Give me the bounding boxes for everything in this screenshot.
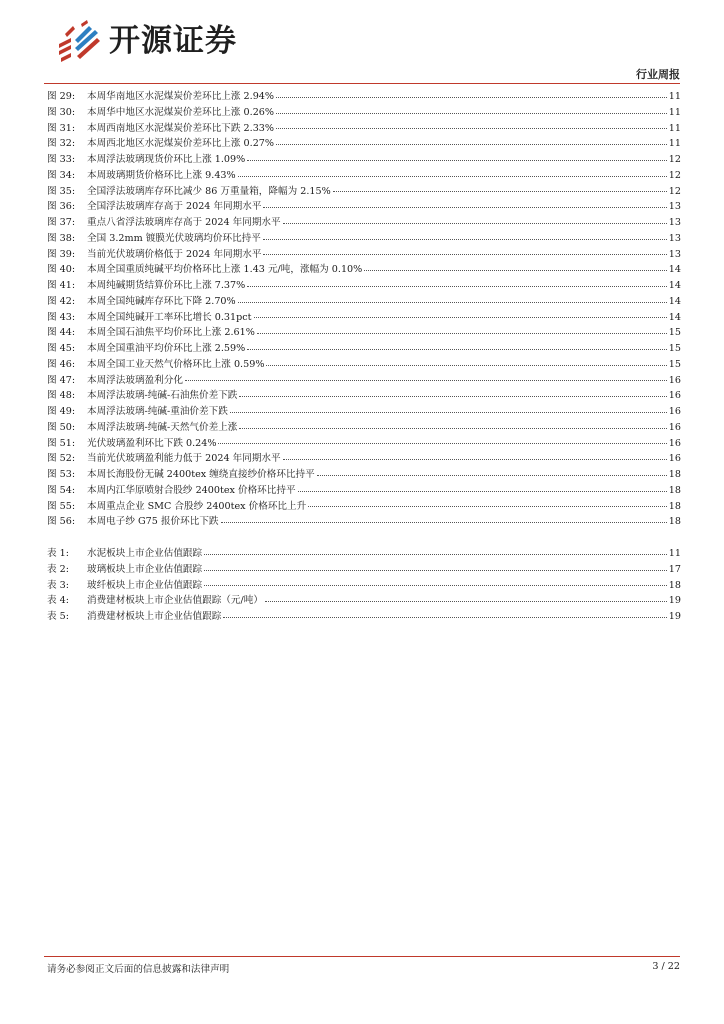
toc-entry-page: 18 — [668, 484, 681, 496]
toc-entry-number: 表 4: — [47, 595, 69, 607]
toc-entry-page: 14 — [668, 264, 681, 276]
toc-entry[interactable] — [47, 215, 681, 231]
toc-entry[interactable] — [47, 357, 681, 373]
toc-entry[interactable] — [47, 546, 681, 562]
toc-entry-page: 15 — [668, 358, 681, 370]
toc-entry-number: 表 1: — [47, 548, 69, 559]
toc-entry-number: 图 52: — [47, 453, 76, 465]
report-type-label: 行业周报 — [636, 68, 680, 81]
toc-entry[interactable] — [47, 388, 681, 404]
toc-entry[interactable] — [47, 578, 681, 594]
toc-entry[interactable] — [47, 231, 681, 247]
toc-dot-leader — [204, 584, 667, 586]
toc-entry[interactable] — [47, 152, 681, 168]
toc-entry-page: 16 — [668, 421, 681, 433]
toc-dot-leader — [238, 175, 667, 177]
toc-entry-page: 18 — [668, 500, 681, 512]
toc-entry-title: 本周全国石油焦平均价环比上涨 2.61% — [87, 327, 255, 339]
toc-entry[interactable] — [47, 325, 681, 341]
toc-entry[interactable] — [47, 121, 681, 137]
toc-entry-page: 13 — [668, 201, 681, 213]
toc-entry-page: 18 — [668, 579, 681, 591]
toc-entry-page: 16 — [668, 437, 681, 449]
toc-entry-page: 15 — [668, 343, 681, 354]
toc-entry-title: 本周全国纯碱开工率环比增长 0.31pct — [87, 311, 252, 323]
toc-dot-leader — [283, 222, 667, 224]
company-name: 开源证券 — [109, 23, 237, 59]
toc-entry-page: 11 — [668, 91, 681, 102]
toc-entry-page: 11 — [668, 138, 681, 150]
toc-entry-number: 图 44: — [47, 327, 76, 339]
toc-entry-number: 表 5: — [47, 611, 69, 622]
toc-entry[interactable] — [47, 436, 681, 452]
footer-disclaimer: 请务必参阅正文后面的信息披露和法律声明 — [47, 964, 230, 975]
toc-entry[interactable] — [47, 278, 681, 294]
toc-dot-leader — [298, 490, 667, 492]
page-header — [0, 0, 724, 90]
toc-dot-leader — [276, 143, 667, 145]
toc-dot-leader — [223, 616, 666, 618]
toc-entry-number: 图 45: — [47, 343, 76, 354]
toc-entry-title: 水泥板块上市企业估值跟踪 — [87, 548, 203, 559]
figure-index-list — [47, 89, 681, 530]
toc-entry-page: 14 — [668, 295, 681, 307]
toc-entry-title: 本周玻璃期货价格环比上涨 9.43% — [87, 169, 236, 181]
toc-entry-number: 图 41: — [47, 280, 76, 291]
toc-entry-number: 图 38: — [47, 232, 76, 244]
toc-entry-number: 图 51: — [47, 437, 76, 449]
toc-entry-page: 13 — [668, 248, 681, 260]
toc-entry-title: 本周电子纱 G75 报价环比下跌 — [87, 516, 219, 528]
toc-entry-title: 本周浮法玻璃-纯碱-天然气价差上涨 — [87, 421, 238, 433]
toc-entry[interactable] — [47, 404, 681, 420]
toc-entry-number: 表 3: — [47, 579, 69, 591]
toc-entry-title: 本周西北地区水泥煤炭价差环比上涨 0.27% — [87, 138, 275, 150]
toc-entry-page: 19 — [668, 595, 681, 607]
toc-dot-leader — [185, 379, 667, 381]
page-number: 3 / 22 — [652, 961, 680, 972]
toc-entry[interactable] — [47, 89, 681, 105]
toc-entry-page: 16 — [668, 374, 681, 386]
toc-entry-title: 消费建材板块上市企业估值跟踪（元/吨） — [87, 595, 263, 607]
toc-dot-leader — [317, 474, 667, 476]
toc-entry-title: 本周浮法玻璃-纯碱-石油焦价差下跌 — [87, 390, 238, 402]
toc-entry-number: 图 29: — [47, 91, 76, 102]
toc-entry-title: 本周全国纯碱库存环比下降 2.70% — [87, 295, 236, 307]
toc-entry[interactable] — [47, 514, 681, 530]
toc-entry-page: 13 — [668, 217, 681, 228]
toc-entry-page: 14 — [668, 280, 681, 291]
toc-entry-number: 表 2: — [47, 563, 69, 575]
company-logo — [57, 20, 237, 62]
toc-dot-leader — [204, 553, 667, 555]
toc-entry-page: 11 — [668, 548, 681, 559]
toc-entry-title: 当前光伏玻璃价格低于 2024 年同期水平 — [87, 248, 262, 260]
toc-entry-title: 本周全国重质纯碱平均价格环比上涨 1.43 元/吨，涨幅为 0.10% — [87, 264, 363, 276]
toc-dot-leader — [204, 569, 667, 571]
toc-entry-page: 11 — [668, 122, 681, 134]
toc-dot-leader — [283, 458, 667, 460]
toc-entry[interactable] — [47, 593, 681, 609]
toc-entry-number: 图 39: — [47, 248, 76, 260]
toc-dot-leader — [265, 600, 667, 602]
toc-entry-page: 18 — [668, 469, 681, 480]
toc-entry[interactable] — [47, 294, 681, 310]
footer-divider — [44, 956, 680, 957]
toc-entry[interactable] — [47, 105, 681, 121]
toc-dot-leader — [221, 521, 667, 523]
toc-entry[interactable] — [47, 247, 681, 263]
toc-dot-leader — [239, 395, 666, 397]
toc-entry-number: 图 47: — [47, 374, 76, 386]
toc-entry-number: 图 43: — [47, 311, 76, 323]
toc-entry-title: 本周华南地区水泥煤炭价差环比上涨 2.94% — [87, 91, 275, 102]
toc-entry-number: 图 36: — [47, 201, 76, 213]
toc-entry-number: 图 34: — [47, 169, 76, 181]
toc-entry-number: 图 54: — [47, 484, 76, 496]
toc-entry[interactable] — [47, 467, 681, 483]
toc-dot-leader — [266, 364, 666, 366]
toc-entry[interactable] — [47, 609, 681, 625]
toc-entry-number: 图 56: — [47, 516, 76, 528]
toc-entry-number: 图 35: — [47, 185, 76, 197]
toc-entry-number: 图 30: — [47, 106, 76, 118]
toc-dot-leader — [247, 285, 667, 287]
toc-entry-title: 全国 3.2mm 镀膜光伏玻璃均价环比持平 — [87, 232, 261, 244]
toc-entry-title: 全国浮法玻璃库存环比减少 86 万重量箱，降幅为 2.15% — [87, 185, 331, 197]
toc-entry-title: 本周全国工业天然气价格环比上涨 0.59% — [87, 358, 265, 370]
toc-entry-page: 16 — [668, 453, 681, 465]
toc-entry[interactable] — [47, 420, 681, 436]
toc-entry[interactable] — [47, 168, 681, 184]
toc-entry[interactable] — [47, 451, 681, 467]
toc-entry[interactable] — [47, 483, 681, 499]
toc-entry-page: 11 — [668, 106, 681, 118]
toc-entry[interactable] — [47, 562, 681, 578]
toc-dot-leader — [333, 190, 667, 192]
toc-dot-leader — [263, 206, 666, 208]
toc-entry-number: 图 49: — [47, 406, 76, 417]
toc-entry-page: 12 — [668, 169, 681, 181]
company-logo-icon — [57, 20, 103, 62]
toc-dot-leader — [364, 269, 667, 271]
toc-entry-number: 图 55: — [47, 500, 76, 512]
toc-entry[interactable] — [47, 310, 681, 326]
toc-entry-page: 19 — [668, 611, 681, 622]
toc-entry-page: 13 — [668, 232, 681, 244]
toc-dot-leader — [263, 238, 667, 240]
toc-dot-leader — [276, 112, 667, 114]
toc-entry-title: 本周纯碱期货结算价环比上涨 7.37% — [87, 280, 246, 291]
toc-entry[interactable] — [47, 199, 681, 215]
toc-entry[interactable] — [47, 341, 681, 357]
toc-entry-page: 15 — [668, 327, 681, 339]
toc-dot-leader — [230, 411, 667, 413]
toc-dot-leader — [276, 96, 667, 98]
toc-entry-number: 图 50: — [47, 421, 76, 433]
toc-entry-page: 12 — [668, 154, 681, 165]
toc-dot-leader — [247, 348, 667, 350]
toc-entry[interactable] — [47, 373, 681, 389]
toc-entry[interactable] — [47, 184, 681, 200]
toc-entry-number: 图 32: — [47, 138, 76, 150]
toc-entry-title: 本周长海股份无碱 2400tex 缠绕直接纱价格环比持平 — [87, 469, 315, 480]
toc-entry-page: 16 — [668, 390, 681, 402]
toc-entry-title: 本周浮法玻璃现货价环比上涨 1.09% — [87, 154, 246, 165]
toc-entry-number: 图 48: — [47, 390, 76, 402]
toc-entry[interactable] — [47, 262, 681, 278]
toc-entry[interactable] — [47, 499, 681, 515]
toc-entry-title: 本周全国重油平均价环比上涨 2.59% — [87, 343, 246, 354]
toc-dot-leader — [254, 316, 667, 318]
toc-entry-number: 图 31: — [47, 122, 76, 134]
toc-dot-leader — [238, 301, 667, 303]
toc-entry-title: 本周华中地区水泥煤炭价差环比上涨 0.26% — [87, 106, 275, 118]
toc-entry-title: 重点八省浮法玻璃库存高于 2024 年同期水平 — [87, 217, 281, 228]
toc-entry-number: 图 46: — [47, 358, 76, 370]
toc-entry-number: 图 33: — [47, 154, 76, 165]
toc-entry-title: 消费建材板块上市企业估值跟踪 — [87, 611, 222, 622]
toc-entry-number: 图 42: — [47, 295, 76, 307]
toc-entry-title: 本周内江华原喷射合股纱 2400tex 价格环比持平 — [87, 484, 296, 496]
toc-entry-title: 本周重点企业 SMC 合股纱 2400tex 价格环比上升 — [87, 500, 307, 512]
toc-entry-title: 玻纤板块上市企业估值跟踪 — [87, 579, 203, 591]
toc-dot-leader — [276, 127, 667, 129]
toc-entry-title: 本周西南地区水泥煤炭价差环比下跌 2.33% — [87, 122, 275, 134]
toc-entry-number: 图 37: — [47, 217, 76, 228]
toc-dot-leader — [247, 159, 667, 161]
toc-dot-leader — [239, 427, 666, 429]
toc-entry-title: 本周浮法玻璃盈利分化 — [87, 374, 183, 386]
toc-entry-title: 本周浮法玻璃-纯碱-重油价差下跌 — [87, 406, 228, 417]
table-index-list — [47, 546, 681, 625]
toc-entry-title: 当前光伏玻璃盈利能力低于 2024 年同期水平 — [87, 453, 281, 465]
toc-entry-page: 16 — [668, 406, 681, 417]
toc-entry-page: 14 — [668, 311, 681, 323]
toc-dot-leader — [308, 505, 667, 507]
toc-entry-number: 图 40: — [47, 264, 76, 276]
toc-entry[interactable] — [47, 136, 681, 152]
toc-entry-page: 12 — [668, 185, 681, 197]
toc-entry-number: 图 53: — [47, 469, 76, 480]
toc-entry-page: 18 — [668, 516, 681, 528]
toc-dot-leader — [218, 442, 666, 444]
toc-dot-leader — [257, 332, 667, 334]
toc-entry-title: 玻璃板块上市企业估值跟踪 — [87, 563, 203, 575]
toc-entry-title: 光伏玻璃盈利环比下跌 0.24% — [87, 437, 217, 449]
header-divider — [44, 83, 680, 84]
toc-entry-page: 17 — [668, 563, 681, 575]
toc-entry-title: 全国浮法玻璃库存高于 2024 年同期水平 — [87, 201, 262, 213]
toc-dot-leader — [263, 253, 666, 255]
